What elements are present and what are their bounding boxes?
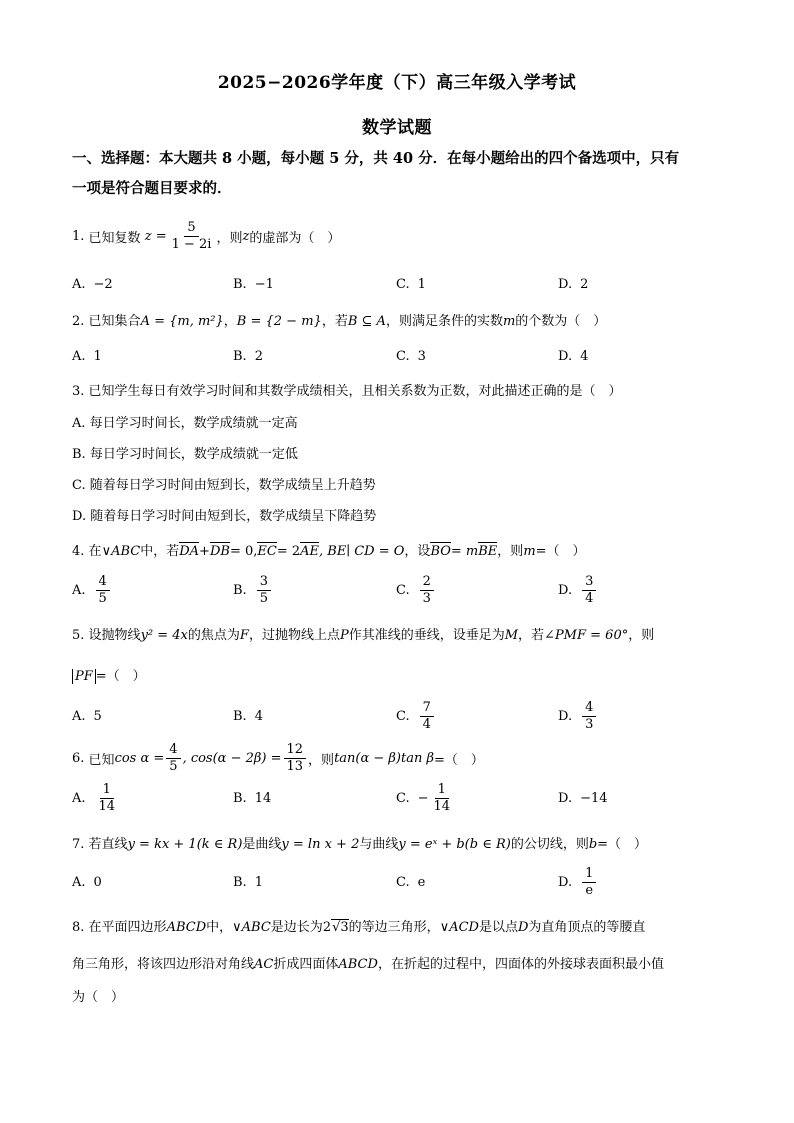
q5-options — [72, 698, 732, 734]
question-1 — [72, 214, 340, 258]
q1-frac-den: 1 − 2i — [171, 236, 212, 252]
q2-option-c[interactable]: C. 3 — [396, 348, 426, 364]
q6-option-a[interactable]: A. $\frac{1}{14}$ — [72, 781, 116, 814]
question-5-cont: PF =（ ） — [72, 665, 146, 684]
question-6: 6. 已知 cos α = $\frac{4}{5}$ , cos(α − 2β) = $\frac{12}{13}$ ，则 tan(α − β)tan β =（ ） — [72, 741, 484, 774]
question-7: 7. 若直线y = kx + 1(k ∈ R)是曲线y = ln x + 2与曲线y = eˣ + b(b ∈ R)的公切线，则b=（ ） — [72, 837, 648, 852]
q4-option-c[interactable]: C. $\frac{2}{3}$ — [396, 572, 436, 608]
exam-title: 2025−2026学年度（下）高三年级入学考试 — [217, 73, 577, 93]
vector-bo: BO — [430, 544, 451, 559]
q1-frac-num: 5 — [184, 220, 198, 237]
section-heading — [72, 144, 732, 204]
q5-abs-pf: PF — [72, 669, 96, 684]
q6-option-d[interactable]: D. −14 — [558, 790, 608, 806]
q2-option-d[interactable]: D. 4 — [558, 348, 589, 364]
q3-option-d[interactable]: D. 随着每日学习时间由短到长，数学成绩呈下降趋势 — [72, 509, 377, 524]
q1-text-pre: 已知复数 — [88, 230, 141, 246]
q1-option-d[interactable]: D. 2 — [558, 276, 589, 292]
question-8: 8. 在平面四边形ABCD中，∨ABC是边长为2√3的等边三角形，∨ACD是以点D为直角顶点的等腰直 — [72, 920, 646, 935]
q1-z2: z — [242, 228, 250, 244]
q4-options — [72, 572, 732, 608]
q5-option-c[interactable]: C. $\frac{7}{4}$ — [396, 698, 436, 734]
question-8-line2: 角三角形，将该四边形沿对角线AC折成四面体ABCD，在折起的过程中，四面体的外接球表面积最小值 — [72, 957, 664, 972]
q4-option-b[interactable]: B. $\frac{3}{5}$ — [233, 572, 273, 608]
q6-option-b[interactable]: B. 14 — [233, 790, 272, 806]
q5-option-b[interactable]: B. 4 — [233, 708, 263, 724]
q4-option-d[interactable]: D. $\frac{3}{4}$ — [558, 572, 598, 608]
q1-text-post2: 的虚部为（ ） — [249, 230, 341, 246]
q1-option-c[interactable]: C. 1 — [396, 276, 426, 292]
question-2: 2. 已知集合A = {m, m²}，B = {2 − m}，若B ⊆ A，则满足条件的实数m的个数为（ ） — [72, 314, 607, 329]
question-5: 5. 设抛物线y² = 4x的焦点为F，过抛物线上点P作其准线的垂线，设垂足为M，若∠PMF = 60°，则 — [72, 628, 655, 643]
q2-option-a[interactable]: A. 1 — [72, 348, 102, 364]
q5-option-d[interactable]: D. $\frac{4}{3}$ — [558, 698, 598, 734]
section-heading-line1: 一、选择题：本大题共 8 小题，每小题 5 分，共 40 分．在每小题给出的四个备选项中，只有 — [72, 150, 680, 167]
question-3: 3. 已知学生每日有效学习时间和其数学成绩相关，且相关系数为正数，对此描述正确的是（ ） — [72, 384, 622, 399]
q6-options — [72, 780, 732, 816]
q3-option-b[interactable]: B. 每日学习时间长，数学成绩就一定低 — [72, 447, 298, 462]
question-8-line3: 为（ ） — [72, 990, 125, 1005]
vector-ae: AE — [300, 544, 319, 559]
q3-option-a[interactable]: A. 每日学习时间长，数学成绩就一定高 — [72, 416, 298, 431]
vector-db: DB — [209, 544, 230, 559]
vector-ec: EC — [257, 544, 277, 559]
q2-option-b[interactable]: B. 2 — [233, 348, 263, 364]
subject-title: 数学试题 — [362, 118, 432, 138]
q1-number: 1. — [72, 228, 85, 244]
q5-option-a[interactable]: A. 5 — [72, 708, 102, 724]
q1-eq: = — [155, 228, 167, 244]
q7-option-b[interactable]: B. 1 — [233, 874, 263, 890]
q1-options — [72, 266, 732, 302]
q7-option-c[interactable]: C. e — [396, 874, 426, 890]
q1-fraction — [169, 220, 215, 253]
q2-options — [72, 338, 732, 374]
vector-be: BE — [478, 544, 498, 559]
q7-option-d[interactable]: D. $\frac{1}{e}$ — [558, 864, 598, 900]
q6-option-c[interactable]: C. − $\frac{1}{14}$ — [396, 781, 451, 814]
q4-option-a[interactable]: A. $\frac{4}{5}$ — [72, 572, 112, 608]
q3-option-c[interactable]: C. 随着每日学习时间由短到长，数学成绩呈上升趋势 — [72, 478, 376, 493]
q2-set-a: A = {m, m²} — [140, 314, 224, 329]
q7-options — [72, 864, 732, 900]
q1-option-b[interactable]: B. −1 — [233, 276, 274, 292]
q1-text-post: ，则 — [216, 230, 243, 246]
q7-option-a[interactable]: A. 0 — [72, 874, 102, 890]
q2-set-b: B = {2 − m} — [236, 314, 322, 329]
section-heading-line2: 一项是符合题目要求的． — [72, 180, 232, 197]
question-4: 4. 在∨ABC中，若DA+DB= 0,EC= 2AE, BE∣ CD = O，设BO= mBE，则m=（ ） — [72, 544, 586, 559]
sqrt-symbol: √3 — [332, 920, 349, 935]
q1-option-a[interactable]: A. −2 — [72, 276, 113, 292]
q1-z: z — [144, 228, 152, 244]
vector-da: DA — [179, 544, 200, 559]
